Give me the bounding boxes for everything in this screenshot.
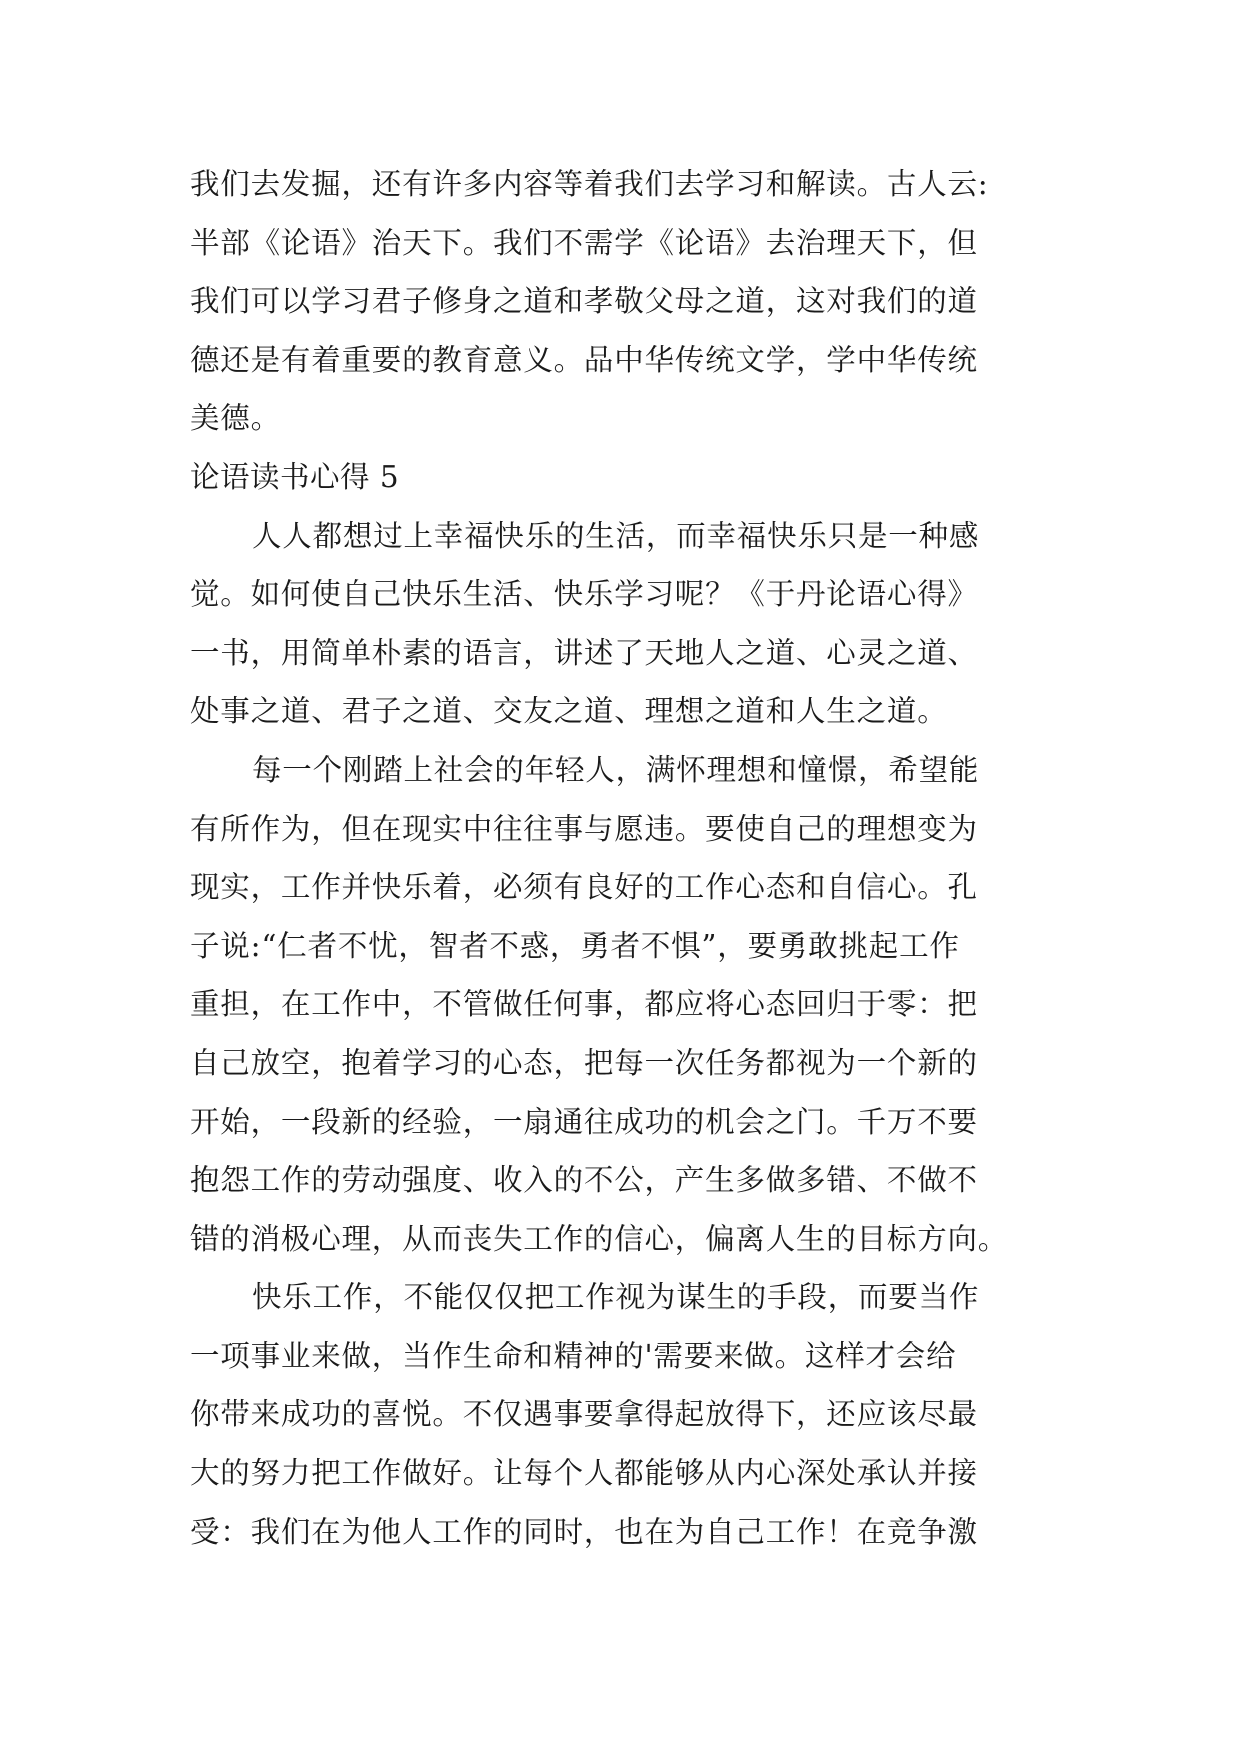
paragraph-first-line: 每一个刚踏上社会的年轻人，满怀理想和憧憬，希望能 — [252, 752, 980, 787]
text-line: 觉。如何使自己快乐生活、快乐学习呢？《于丹论语心得》 — [190, 577, 978, 612]
text-line: 美德。 — [190, 401, 281, 436]
section-heading: 论语读书心得 5 — [190, 459, 400, 494]
text-line: 现实，工作并快乐着，必须有良好的工作心态和自信心。孔 — [190, 870, 978, 905]
text-line: 受：我们在为他人工作的同时，也在为自己工作！在竞争激 — [190, 1514, 978, 1549]
paragraph-first-line: 快乐工作，不能仅仅把工作视为谋生的手段，而要当作 — [252, 1280, 980, 1315]
text-line: 我们可以学习君子修身之道和孝敬父母之道，这对我们的道 — [190, 284, 978, 319]
text-line: 子说:“仁者不忧，智者不惑，勇者不惧”，要勇敢挑起工作 — [190, 928, 960, 963]
text-line: 德还是有着重要的教育意义。品中华传统文学，学中华传统 — [190, 342, 978, 377]
paragraph-first-line: 人人都想过上幸福快乐的生活，而幸福快乐只是一种感 — [252, 518, 980, 553]
text-line: 半部《论语》治天下。我们不需学《论语》去治理天下，但 — [190, 225, 978, 260]
text-line: 你带来成功的喜悦。不仅遇事要拿得起放得下，还应该尽最 — [190, 1397, 978, 1432]
text-line: 有所作为，但在现实中往往事与愿违。要使自己的理想变为 — [190, 811, 978, 846]
text-line: 一书，用简单朴素的语言，讲述了天地人之道、心灵之道、 — [190, 635, 978, 670]
text-line: 大的努力把工作做好。让每个人都能够从内心深处承认并接 — [190, 1456, 978, 1491]
text-line: 开始，一段新的经验，一扇通往成功的机会之门。千万不要 — [190, 1104, 978, 1139]
text-line: 抱怨工作的劳动强度、收入的不公，产生多做多错、不做不 — [190, 1163, 978, 1198]
document-body — [190, 155, 1050, 1561]
text-line: 错的消极心理，从而丧失工作的信心，偏离人生的目标方向。 — [190, 1221, 1009, 1256]
text-line: 一项事业来做，当作生命和精神的'需要来做。这样才会给 — [190, 1338, 957, 1373]
text-line: 处事之道、君子之道、交友之道、理想之道和人生之道。 — [190, 694, 948, 729]
text-line: 重担，在工作中，不管做任何事，都应将心态回归于零：把 — [190, 987, 978, 1022]
text-line: 我们去发掘，还有许多内容等着我们去学习和解读。古人云: — [190, 167, 989, 201]
text-line: 自己放空，抱着学习的心态，把每一次任务都视为一个新的 — [190, 1045, 978, 1080]
